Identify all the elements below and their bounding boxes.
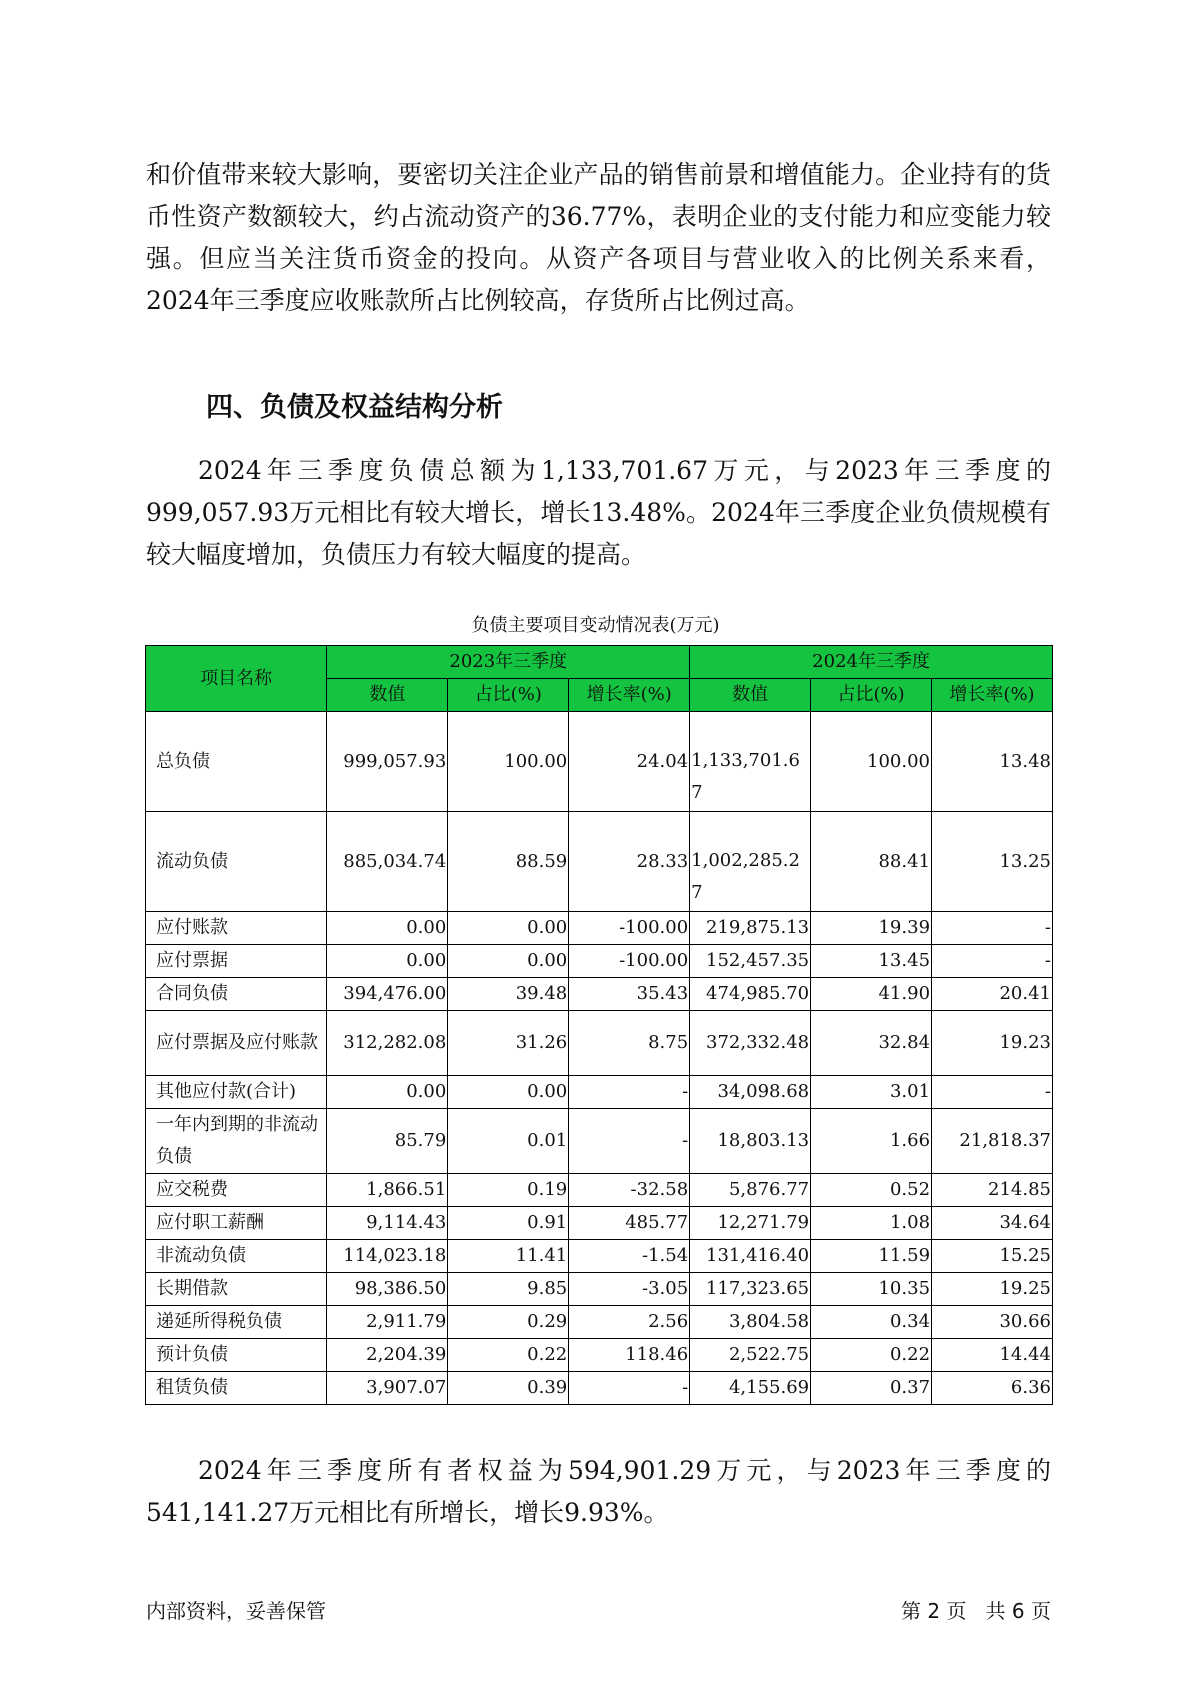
row-cell-g23: - [569, 1076, 690, 1109]
row-cell-v23: 2,204.39 [327, 1339, 448, 1372]
row-item-name: 应付票据 [146, 945, 327, 978]
row-cell-v24: 4,155.69 [690, 1372, 811, 1405]
footer-confidential-note: 内部资料，妥善保管 [146, 1599, 326, 1623]
row-cell-g24: 13.25 [932, 812, 1053, 912]
table-row [146, 1076, 1053, 1109]
row-item-name: 一年内到期的非流动负债 [146, 1109, 327, 1174]
liabilities-table [145, 645, 1053, 1405]
row-cell-s23: 0.01 [448, 1109, 569, 1174]
row-item-name: 应付票据及应付账款 [146, 1011, 327, 1076]
row-cell-g24: 14.44 [932, 1339, 1053, 1372]
row-cell-g23: 24.04 [569, 712, 690, 812]
row-cell-g23: 118.46 [569, 1339, 690, 1372]
table-row [146, 812, 1053, 912]
row-cell-s24: 0.37 [811, 1372, 932, 1405]
header-item-name: 项目名称 [146, 646, 327, 712]
table-caption: 负债主要项目变动情况表(万元) [471, 615, 720, 636]
row-cell-v24: 12,271.79 [690, 1207, 811, 1240]
row-cell-s24: 13.45 [811, 945, 932, 978]
header-period-2024: 2024年三季度 [690, 646, 1053, 679]
row-cell-g24: 13.48 [932, 712, 1053, 812]
row-cell-g23: 2.56 [569, 1306, 690, 1339]
row-cell-s23: 0.00 [448, 1076, 569, 1109]
header-value-2024: 数值 [690, 679, 811, 712]
row-cell-v24: 1,133,701.67 [690, 712, 811, 812]
row-item-name: 合同负债 [146, 978, 327, 1011]
table-row [146, 1174, 1053, 1207]
body-paragraph: 2024年三季度负债总额为1,133,701.67万元，与2023年三季度的999,057.93万元相比有较大增长，增长13.48%。2024年三季度企业负债规模有较大幅度增加，负债压力有较大幅度的提高。 [146, 456, 1051, 569]
row-cell-s24: 11.59 [811, 1240, 932, 1273]
row-cell-v24: 2,522.75 [690, 1339, 811, 1372]
table-row [146, 945, 1053, 978]
row-cell-g23: 485.77 [569, 1207, 690, 1240]
row-cell-s24: 10.35 [811, 1273, 932, 1306]
table-row [146, 912, 1053, 945]
row-cell-g24: 19.25 [932, 1273, 1053, 1306]
row-cell-g24: 21,818.37 [932, 1109, 1053, 1174]
row-cell-g23: -100.00 [569, 912, 690, 945]
row-cell-v23: 999,057.93 [327, 712, 448, 812]
table-row [146, 1306, 1053, 1339]
row-cell-s23: 39.48 [448, 978, 569, 1011]
row-cell-g24: 19.23 [932, 1011, 1053, 1076]
row-cell-g23: 8.75 [569, 1011, 690, 1076]
row-cell-g23: - [569, 1372, 690, 1405]
table-row [146, 1372, 1053, 1405]
row-cell-s24: 19.39 [811, 912, 932, 945]
row-cell-v23: 0.00 [327, 945, 448, 978]
header-growth-2024: 增长率(%) [932, 679, 1053, 712]
row-cell-g24: 20.41 [932, 978, 1053, 1011]
header-share-2023: 占比(%) [448, 679, 569, 712]
row-item-name: 应付职工薪酬 [146, 1207, 327, 1240]
row-cell-v23: 0.00 [327, 1076, 448, 1109]
row-cell-g24: 6.36 [932, 1372, 1053, 1405]
table-row [146, 712, 1053, 812]
row-cell-s23: 0.19 [448, 1174, 569, 1207]
row-item-name: 总负债 [146, 712, 327, 812]
row-cell-s23: 0.22 [448, 1339, 569, 1372]
row-cell-v24: 219,875.13 [690, 912, 811, 945]
row-cell-v23: 2,911.79 [327, 1306, 448, 1339]
row-cell-s24: 0.52 [811, 1174, 932, 1207]
header-period-2023: 2023年三季度 [327, 646, 690, 679]
row-cell-s23: 0.91 [448, 1207, 569, 1240]
row-cell-v24: 34,098.68 [690, 1076, 811, 1109]
section-heading: 四、负债及权益结构分析 [206, 392, 503, 423]
row-cell-v24: 474,985.70 [690, 978, 811, 1011]
row-cell-g24: 30.66 [932, 1306, 1053, 1339]
row-cell-v23: 3,907.07 [327, 1372, 448, 1405]
table-row [146, 978, 1053, 1011]
body-paragraph: 和价值带来较大影响，要密切关注企业产品的销售前景和增值能力。企业持有的货币性资产数额较大，约占流动资产的36.77%，表明企业的支付能力和应变能力较强。但应当关注货币资金的投向。从资产各项目与营业收入的比例关系来看，2024年三季度应收账款所占比例较高，存货所占比例过高。 [146, 160, 1051, 315]
row-item-name: 非流动负债 [146, 1240, 327, 1273]
row-cell-s24: 88.41 [811, 812, 932, 912]
row-cell-v23: 1,866.51 [327, 1174, 448, 1207]
header-growth-2023: 增长率(%) [569, 679, 690, 712]
row-item-name: 应付账款 [146, 912, 327, 945]
row-cell-g24: - [932, 912, 1053, 945]
row-cell-s23: 88.59 [448, 812, 569, 912]
row-cell-v23: 885,034.74 [327, 812, 448, 912]
row-cell-g23: 35.43 [569, 978, 690, 1011]
row-cell-v23: 114,023.18 [327, 1240, 448, 1273]
row-cell-s23: 0.29 [448, 1306, 569, 1339]
row-cell-v23: 0.00 [327, 912, 448, 945]
row-cell-g24: 214.85 [932, 1174, 1053, 1207]
row-item-name: 应交税费 [146, 1174, 327, 1207]
row-cell-g24: 15.25 [932, 1240, 1053, 1273]
row-cell-s23: 0.39 [448, 1372, 569, 1405]
row-cell-g23: -3.05 [569, 1273, 690, 1306]
row-item-name: 流动负债 [146, 812, 327, 912]
table-row [146, 1011, 1053, 1076]
table-row [146, 1207, 1053, 1240]
row-cell-s23: 31.26 [448, 1011, 569, 1076]
row-cell-v23: 9,114.43 [327, 1207, 448, 1240]
row-item-name: 其他应付款(合计) [146, 1076, 327, 1109]
row-cell-s23: 9.85 [448, 1273, 569, 1306]
table-row [146, 1240, 1053, 1273]
row-cell-g23: -1.54 [569, 1240, 690, 1273]
table-row [146, 1109, 1053, 1174]
row-cell-g23: - [569, 1109, 690, 1174]
row-cell-s23: 0.00 [448, 912, 569, 945]
row-cell-g23: -100.00 [569, 945, 690, 978]
row-cell-s24: 1.08 [811, 1207, 932, 1240]
header-share-2024: 占比(%) [811, 679, 932, 712]
row-cell-s23: 100.00 [448, 712, 569, 812]
row-cell-v24: 5,876.77 [690, 1174, 811, 1207]
row-item-name: 预计负债 [146, 1339, 327, 1372]
row-cell-v23: 85.79 [327, 1109, 448, 1174]
row-cell-s24: 100.00 [811, 712, 932, 812]
row-item-name: 租赁负债 [146, 1372, 327, 1405]
row-cell-g24: 34.64 [932, 1207, 1053, 1240]
row-cell-v24: 152,457.35 [690, 945, 811, 978]
row-cell-v23: 394,476.00 [327, 978, 448, 1011]
row-item-name: 递延所得税负债 [146, 1306, 327, 1339]
row-cell-v24: 1,002,285.27 [690, 812, 811, 912]
row-cell-s23: 0.00 [448, 945, 569, 978]
row-cell-s23: 11.41 [448, 1240, 569, 1273]
table-row [146, 1339, 1053, 1372]
header-value-2023: 数值 [327, 679, 448, 712]
row-cell-v23: 312,282.08 [327, 1011, 448, 1076]
row-cell-g23: -32.58 [569, 1174, 690, 1207]
row-cell-g23: 28.33 [569, 812, 690, 912]
body-paragraph: 2024年三季度所有者权益为594,901.29万元，与2023年三季度的541,141.27万元相比有所增长，增长9.93%。 [146, 1456, 1051, 1527]
row-cell-v24: 18,803.13 [690, 1109, 811, 1174]
row-cell-s24: 3.01 [811, 1076, 932, 1109]
row-cell-s24: 1.66 [811, 1109, 932, 1174]
row-cell-v24: 372,332.48 [690, 1011, 811, 1076]
row-cell-g24: - [932, 1076, 1053, 1109]
row-cell-s24: 0.22 [811, 1339, 932, 1372]
row-cell-s24: 0.34 [811, 1306, 932, 1339]
row-cell-v24: 117,323.65 [690, 1273, 811, 1306]
footer-page-number: 第 2 页 共 6 页 [901, 1599, 1051, 1623]
row-item-name: 长期借款 [146, 1273, 327, 1306]
row-cell-g24: - [932, 945, 1053, 978]
row-cell-s24: 32.84 [811, 1011, 932, 1076]
row-cell-v24: 131,416.40 [690, 1240, 811, 1273]
row-cell-s24: 41.90 [811, 978, 932, 1011]
row-cell-v24: 3,804.58 [690, 1306, 811, 1339]
row-cell-v23: 98,386.50 [327, 1273, 448, 1306]
table-row [146, 1273, 1053, 1306]
